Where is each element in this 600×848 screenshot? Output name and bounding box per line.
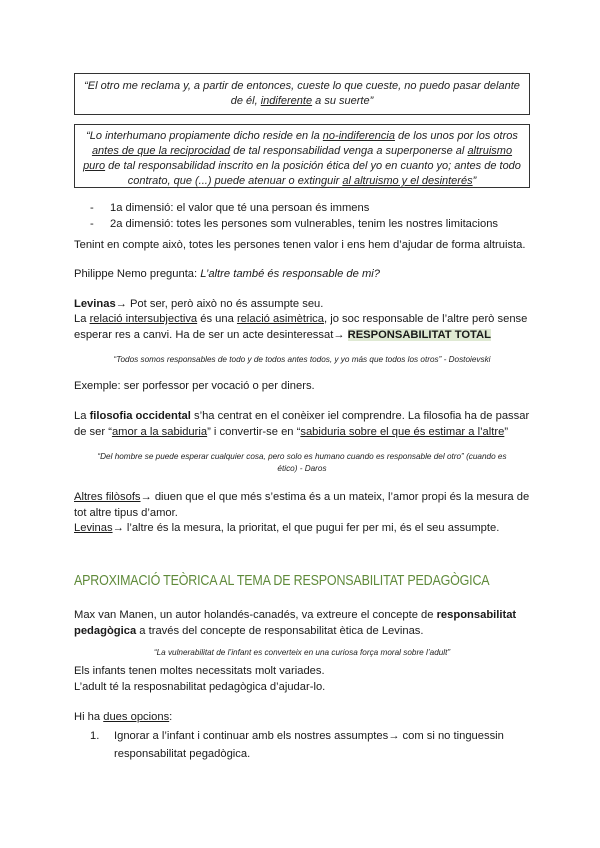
quote-box-levinas-1 xyxy=(74,73,530,115)
quote-box-2-line2: antes de que la reciprocidad de tal responsabilidad venga a superponerse al altruismo xyxy=(91,145,513,157)
list-item: - 2a dimensió: totes les persones som vulnerables, tenim les nostres limitacions xyxy=(90,216,498,232)
paragraph-levinas-1: Levinas→ Pot ser, però això no és assumpte seu. xyxy=(74,298,324,310)
highlight-responsabilitat-total: RESPONSABILITAT TOTAL xyxy=(347,329,491,341)
paragraph-infants: Els infants tenen moltes necessitats molt variades. L’adult té la resposnabilitat pedagògica d’ajudar-lo. xyxy=(74,665,326,693)
paragraph-nemo: Philippe Nemo pregunta: L’altre també és responsable de mi? xyxy=(74,268,380,280)
quote-box-2-line3: puro de tal responsabilidad inscrito en la posición ética del yo en cuanto yo; antes de todo xyxy=(83,160,521,172)
options-list xyxy=(74,727,530,763)
quote-box-2-line1: “Lo interhumano propiamente dicho reside en la no-indiferencia de los unos por los otros xyxy=(86,130,518,142)
paragraph-levinas-2: Levinas→ l’altre és la mesura, la prioritat, el que pugui fer per mi, és el seu assumpte. xyxy=(74,522,500,534)
dimensions-list xyxy=(90,200,498,232)
quote-box-1-line2: de él, indiferente a su suerte” xyxy=(230,95,374,107)
quote-infant: “La vulnerabilitat de l’infant es converteix en una curiosa força moral sobre l’adult” xyxy=(153,648,451,657)
paragraph-tenint: Tenint en compte això, totes les persones tenen valor i ens hem d’ajudar de forma altruista. xyxy=(74,239,526,251)
quote-box-2-line4: contrato, que (...) puede atenuar o extinguir al altruismo y el desinterés” xyxy=(127,175,477,187)
quote-box-1-line1: “El otro me reclama y, a partir de entonces, cueste lo que cueste, no puedo pasar delante xyxy=(84,80,520,92)
list-item: - 1a dimensió: el valor que té una persoan és immens xyxy=(90,200,498,216)
quote-daros: “Del hombre se puede esperar cualquier cosa, pero solo es humano cuando es responsable del otro” (cuando es ético) - Daros xyxy=(97,452,507,473)
paragraph-opcions: Hi ha dues opcions: xyxy=(74,711,173,723)
quote-dostoievski: “Todos somos responsables de todo y de todos antes todos, y yo más que todos los otros” - Dostoievski xyxy=(113,355,491,364)
paragraph-exemple: Exemple: ser porfessor per vocació o per diners. xyxy=(74,380,315,392)
list-item: 1. Ignorar a l’infant i continuar amb els nostres assumptes→ com si no tinguessin responsabilitat pegadògica. xyxy=(90,730,504,760)
paragraph-relacio: La relació intersubjectiva és una relació asimètrica, jo soc responsable de l’altre però sense esperar res a canvi. Ha de ser un acte desinteressat→ RESPONSABILITAT TOTAL xyxy=(74,313,528,341)
paragraph-manen: Max van Manen, un autor holandés-canadés, va extreure el concepte de responsabilitat pedagògica a través del concepte de responsabilitat ètica de Levinas. xyxy=(74,609,517,637)
section-heading: APROXIMACIÓ TEÒRICA AL TEMA DE RESPONSABILITAT PEDAGÒGICA xyxy=(74,573,490,589)
paragraph-filosofia: La filosofia occidental s’ha centrat en el conèixer iel comprendre. La filosofia ha de passar de ser “amor a la sabiduria” i convertir-se en “sabiduria sobre el que és estimar a l’altre” xyxy=(74,410,530,438)
paragraph-altres: Altres filòsofs→ diuen que el que més s’estima és a un mateix, l’amor propi és la mesura de tot altre tipus d’amor. xyxy=(74,491,530,519)
quote-box-levinas-2 xyxy=(74,124,530,188)
